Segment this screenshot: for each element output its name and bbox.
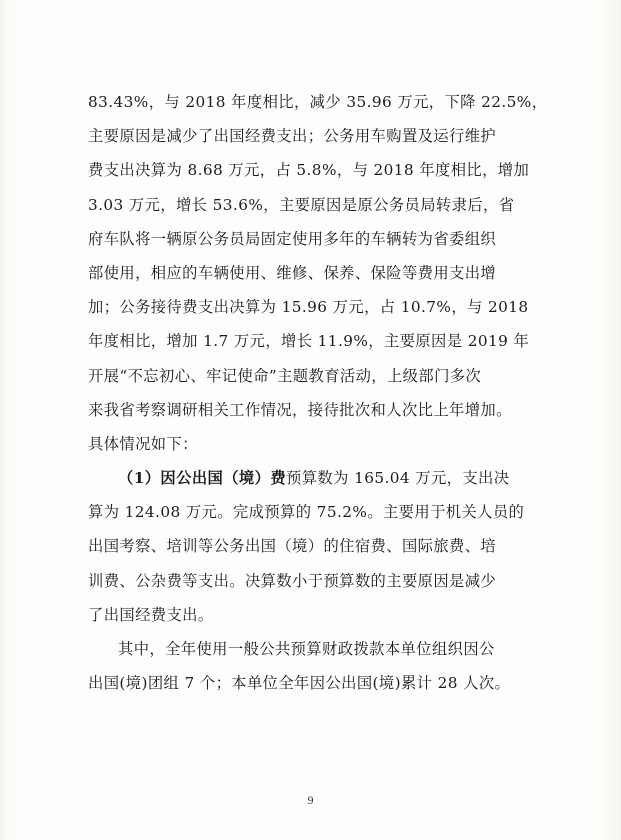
text-line: 出国考察、培训等公务出国（境）的住宿费、国际旅费、培 [88, 537, 497, 556]
text-line: 部使用，相应的车辆使用、维修、保养、保险等费用支出增 [88, 263, 497, 282]
text-line: 算为 124.08 万元。完成预算的 75.2%。主要用于机关人员的 [88, 503, 525, 522]
text-line: 83.43%，与 2018 年度相比，减少 35.96 万元，下降 22.5%， [88, 93, 548, 111]
paragraph-delegations [88, 632, 543, 700]
body-text [88, 85, 548, 700]
text-line: 主要原因是减少了出国经费支出；公务用车购置及运行维护 [88, 127, 497, 146]
text-line: 开展“不忘初心、牢记使命”主题教育活动，上级部门多次 [88, 366, 482, 385]
text-line: 年度相比，增加 1.7 万元，增长 11.9%，主要原因是 2019 年 [88, 332, 530, 351]
text-line: 具体情况如下： [88, 434, 198, 453]
text-line: 加；公务接待费支出决算为 15.96 万元，占 10.7%，与 2018 [88, 298, 529, 317]
text-line: 了出国经费支出。 [88, 605, 214, 624]
text-line: 来我省考察调研相关工作情况，接待批次和人次比上年增加。 [88, 400, 512, 419]
section-heading: （1）因公出国（境）费 [118, 469, 287, 488]
text-line: 府车队将一辆原公务员局固定使用多年的车辆转为省委组织 [88, 229, 497, 248]
paragraph-overseas-travel [88, 461, 543, 632]
text-line: 费支出决算为 8.68 万元，占 5.8%，与 2018 年度相比，增加 [88, 161, 530, 180]
text-line [88, 461, 543, 495]
text-span: 预算数为 165.04 万元，支出决 [286, 469, 510, 488]
text-line: 训费、公杂费等支出。决算数小于预算数的主要原因是减少 [88, 571, 497, 590]
text-line: 3.03 万元，增长 53.6%，主要原因是原公务员局转隶后，省 [88, 195, 515, 214]
paragraph-expenses-summary [88, 85, 548, 461]
page-number: 9 [307, 796, 314, 807]
text-line: 其中，全年使用一般公共预算财政拨款本单位组织因公 [118, 640, 495, 658]
text-line: 出国(境)团组 7 个；本单位全年因公出国(境)累计 28 人次。 [88, 674, 511, 693]
